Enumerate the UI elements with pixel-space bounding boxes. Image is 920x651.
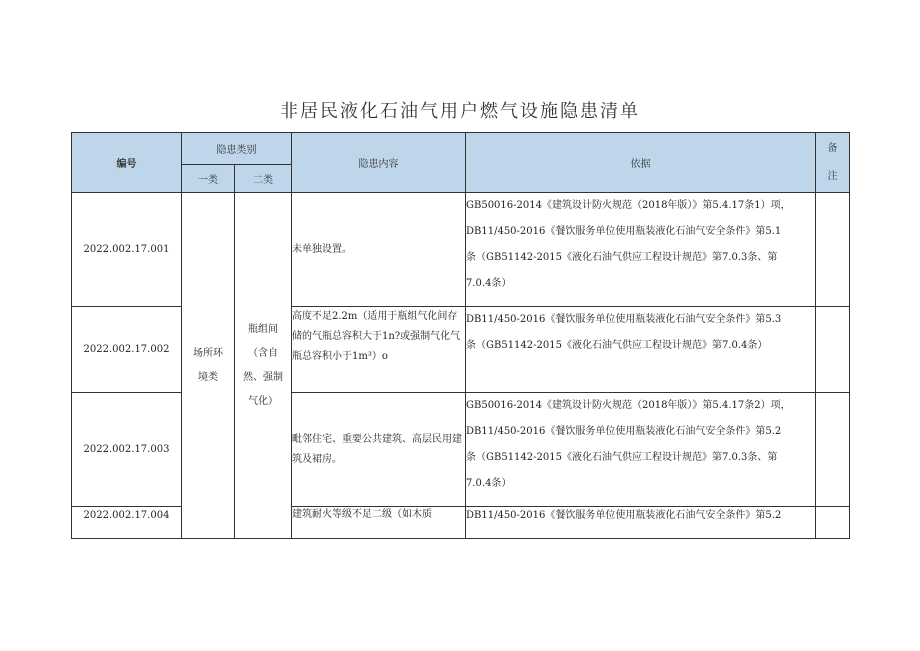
header-cat1: 一类 xyxy=(182,165,235,193)
row-code: 2022.002.17.003 xyxy=(72,393,182,507)
row-remark xyxy=(816,393,850,507)
header-cat2: 二类 xyxy=(235,165,292,193)
header-basis: 依据 xyxy=(466,133,816,193)
basis-line: 7.0.4条） xyxy=(466,478,512,489)
row-basis xyxy=(466,193,816,307)
cat2-cell xyxy=(235,193,292,539)
header-code: 编号 xyxy=(72,133,182,193)
basis-line: GB50016-2014《建筑设计防火规范（2018年版）》第5.4.17条2）项， xyxy=(466,400,791,411)
row-remark xyxy=(816,193,850,307)
row-remark xyxy=(816,307,850,393)
cat2-line: 瓶组间 xyxy=(248,323,278,335)
header-remark xyxy=(816,133,850,193)
row-code: 2022.002.17.004 xyxy=(72,507,182,539)
header-remark-line2: 注 xyxy=(827,170,838,182)
row-content: 建筑耐火等级不足二级（如木质 xyxy=(292,507,466,539)
row-code: 2022.002.17.002 xyxy=(72,307,182,393)
row-basis xyxy=(466,393,816,507)
basis-line: 条（GB51142-2015《液化石油气供应工程设计规范》第7.0.3条、第 xyxy=(466,452,778,463)
basis-line: 条（GB51142-2015《液化石油气供应工程设计规范》第7.0.3条、第 xyxy=(466,252,778,263)
row-basis xyxy=(466,507,816,539)
basis-line: GB50016-2014《建筑设计防火规范（2018年版）》第5.4.17条1）项， xyxy=(466,200,791,211)
cat1-cell xyxy=(182,193,235,539)
row-basis xyxy=(466,307,816,393)
basis-line: 条（GB51142-2015《液化石油气供应工程设计规范》第7.0.4条） xyxy=(466,340,768,351)
cat2-line: （含自 xyxy=(248,347,278,359)
basis-line: DB11/450-2016《餐饮服务单位使用瓶装液化石油气安全条件》第5.1 xyxy=(466,226,782,237)
cat1-line: 场所环 xyxy=(193,347,223,359)
hazard-table xyxy=(71,132,850,539)
header-category: 隐患类别 xyxy=(182,133,292,165)
row-content: 毗邻住宅、重要公共建筑、高层民用建筑及裙房。 xyxy=(292,393,466,507)
basis-line: DB11/450-2016《餐饮服务单位使用瓶装液化石油气安全条件》第5.2 xyxy=(466,510,782,521)
page-title: 非居民液化石油气用户燃气设施隐患清单 xyxy=(280,101,640,122)
row-content: 未单独设置。 xyxy=(292,193,466,307)
row-content: 高度不足2.2m（适用于瓶组气化间存储的气瓶总容积大于1n?或强制气化气瓶总容积小于1m³）o xyxy=(292,307,466,393)
header-remark-line1: 备 xyxy=(827,142,838,154)
row-code: 2022.002.17.001 xyxy=(72,193,182,307)
cat1-line: 境类 xyxy=(198,371,218,383)
basis-line: DB11/450-2016《餐饮服务单位使用瓶装液化石油气安全条件》第5.3 xyxy=(466,314,782,325)
basis-line: 7.0.4条） xyxy=(466,278,512,289)
header-content: 隐患内容 xyxy=(292,133,466,193)
cat2-line: 然、强制 xyxy=(243,371,283,383)
cat2-line: 气化） xyxy=(248,395,278,407)
basis-line: DB11/450-2016《餐饮服务单位使用瓶装液化石油气安全条件》第5.2 xyxy=(466,426,782,437)
row-remark xyxy=(816,507,850,539)
